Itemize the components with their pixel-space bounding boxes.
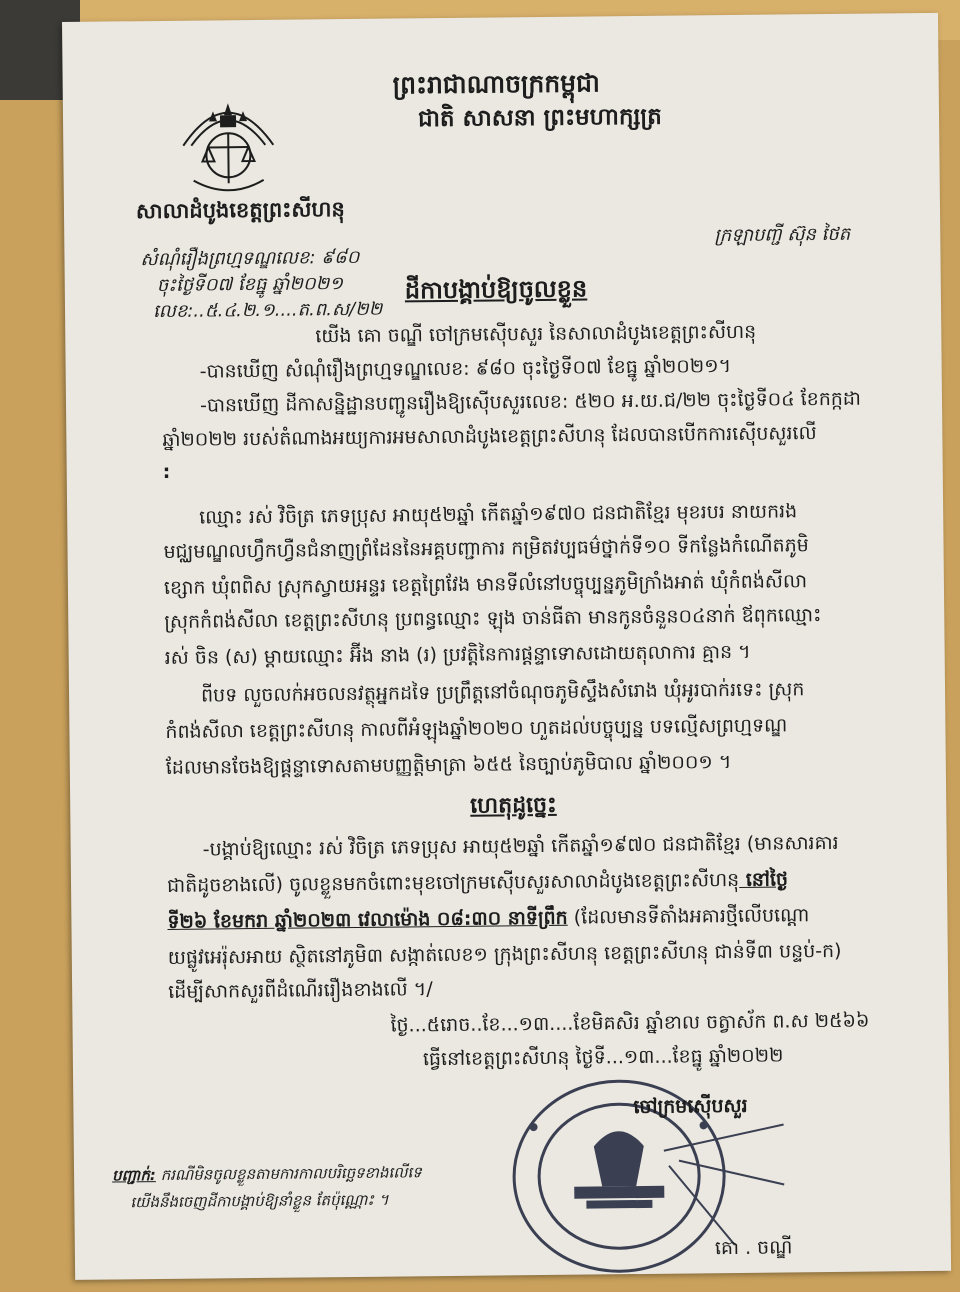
clerk-note: ក្រឡាបញ្ជី ស៊ុន ថៃត <box>714 224 850 247</box>
subject-line: ឈ្មោះ រស់ វិចិត្រ ភេទប្រុស អាយុ៥២ឆ្នាំ កើតឆ្នាំ១៩៧០ ជនជាតិខ្មែរ មុខរបរ នាយករង <box>199 500 797 529</box>
subject-line: រស់ ចិន (ស) ម្តាយឈ្មោះ អ៊ីង នាង (រ) ប្រវត្តិនៃការផ្តន្ទាទោសដោយតុលាការ គ្មាន ។ <box>165 641 751 670</box>
footnote-line <box>112 1163 422 1184</box>
order-line <box>167 868 788 897</box>
reference-number: លេខ:..៥.៤.២.១....ត.ព.ស/២២ <box>153 299 383 323</box>
signatory-name: គោ . ចណ្ឌី <box>715 1236 793 1260</box>
file-number: សំណុំរឿងព្រហ្មទណ្ឌលេខ: ៩៨០ <box>140 247 359 271</box>
solar-date: ធ្វើនៅខេត្តព្រះសីហនុ ថ្ងៃទី...១៣...ខែធ្នូ ឆ្នាំ២០២២ <box>423 1045 784 1072</box>
consideration-line: : <box>163 461 171 484</box>
file-date: ចុះថ្ងៃទី០៧ ខែធ្នូ ឆ្នាំ២០២១ <box>157 273 343 297</box>
consideration-line: -បានឃើញ សំណុំរឿងព្រហ្មទណ្ឌលេខ: ៩៨០ ចុះថ្ងៃទី០៧ ខែធ្នូ ឆ្នាំ២០២១។ <box>200 355 732 383</box>
kingdom-heading: ព្រះរាជាណាចក្រកម្ពុជា <box>393 68 600 100</box>
consideration-line: -បានឃើញ ដីកាសន្និដ្ឋានបញ្ជូនរឿងឱ្យស៊ើបសួរលេខ: ៥២០ អ.យ.ជ/២២ ចុះថ្ងៃទី០៤ ខែកក្កដា <box>200 388 861 418</box>
lunar-date: ថ្ងៃ...៥រោច..ខែ...១៣....ខែមិគសិរ ឆ្នាំខាល ចត្វាស័ក ព.ស ២៥៦៦ <box>390 1010 869 1038</box>
intro-line: យើង គោ ចណ្ឌី ចៅក្រមស៊ើបសួរ នៃសាលាដំបូងខេត្តព្រះសីហនុ <box>315 321 756 348</box>
order-heading: ហេតុដូច្នេះ <box>470 793 557 820</box>
offense-line: ពីបទ លួចលក់អចលនវត្ថុអ្នកដទៃ ប្រព្រឹត្តនៅចំណុចភូមិស្ទឹងសំរោង ឃុំអូរបាក់រទេះ ស្រុក <box>201 678 805 707</box>
offense-line: កំពង់សីលា ខេត្តព្រះសីហនុ កាលពីអំឡុងឆ្នាំ២០២០ ហួតដល់បច្ចុប្បន្ន បទល្មើសព្រហ្មទណ្ឌ <box>165 714 787 743</box>
court-name: សាលាដំបូងខេត្តព្រះសីហនុ <box>136 197 345 224</box>
appearance-lead: នៅថ្ងៃ <box>739 868 788 891</box>
footnote-label: បញ្ជាក់: <box>112 1166 156 1184</box>
motto-heading: ជាតិ សាសនា ព្រះមហាក្សត្រ <box>418 104 662 134</box>
order-line-text: ជាតិដូចខាងលើ) ចូលខ្លួនមកចំពោះមុខចៅក្រមស៊ើបសួរសាលាដំបូងខេត្តព្រះសីហនុ <box>167 869 739 897</box>
order-line: យផ្លូវអេរ៉ុសអាយ ស្ថិតនៅភូមិ៣ សង្កាត់លេខ១ ក្រុងព្រះសីហនុ ខេត្តព្រះសីហនុ ជាន់ទី៣ បន្ទប់-ក) <box>168 940 842 970</box>
order-line: ដើម្បីសាកសួរពីដំណើររឿងខាងលើ ។/ <box>168 978 433 1004</box>
footnote-line: យើងនឹងចេញដីកាបង្គាប់ឱ្យនាំខ្លួន តែប៉ុណ្ណោះ ។ <box>130 1191 388 1212</box>
consideration-line: ឆ្នាំ២០២២ របស់តំណាងអយ្យការអមសាលាដំបូងខេត្តព្រះសីហនុ ដែលបានបើកការស៊ើបសួរលើ <box>162 422 816 452</box>
offense-line: ដែលមានចែងឱ្យផ្តន្ទាទោសតាមបញ្ញត្តិមាត្រា ៦៥៥ នៃច្បាប់ភូមិបាល ឆ្នាំ២០០១ ។ <box>166 751 732 780</box>
document-title: ដីកាបង្គាប់ឱ្យចូលខ្លួន <box>405 275 588 306</box>
subject-line: ស្រុកកំពង់សីលា ខេត្តព្រះសីហនុ ប្រពន្ធឈ្មោះ ឡុង ចាន់ធីតា មានកូនចំនួន០៤នាក់ ឪពុកឈ្មោះ <box>164 604 821 634</box>
court-emblem-icon <box>173 85 284 201</box>
signature-role: ចៅក្រមស៊ើបសួរ <box>633 1095 747 1119</box>
order-line <box>167 904 809 934</box>
appearance-datetime: ទី២៦ ខែមករា ឆ្នាំ២០២៣ វេលាម៉ោង ០៨:៣០ នាទីព្រឹក <box>167 907 567 933</box>
subject-line: ខ្សោក ឃុំពពិស ស្រុកស្វាយអន្ទរ ខេត្តព្រៃវែង មានទីលំនៅបច្ចុប្បន្នភូមិក្រាំងអាត់ ឃុំកំពង់សីលា <box>164 570 807 600</box>
order-line: -បង្គាប់ឱ្យឈ្មោះ រស់ វិចិត្រ ភេទប្រុស អាយុ៥២ឆ្នាំ កើតឆ្នាំ១៩៧០ ជនជាតិខ្មែរ (មានសារគារ <box>203 832 839 861</box>
document-page <box>62 13 951 1280</box>
order-line-text: (ដែលមានទីតាំងអគារថ្មីលើបណ្ដោ <box>568 904 810 929</box>
footnote-text: ករណីមិនចូលខ្លួនតាមការកាលបរិច្ឆេទខាងលើទេ <box>156 1163 422 1184</box>
subject-line: មជ្ឈមណ្ឌលហ្វឹកហ្វឺនជំនាញព្រំដែននៃអគ្គបញ្ជាការ កម្រិតវប្បធម៌ថ្នាក់ទី១០ ទីកន្លែងកំណើតភូមិ <box>163 534 808 564</box>
